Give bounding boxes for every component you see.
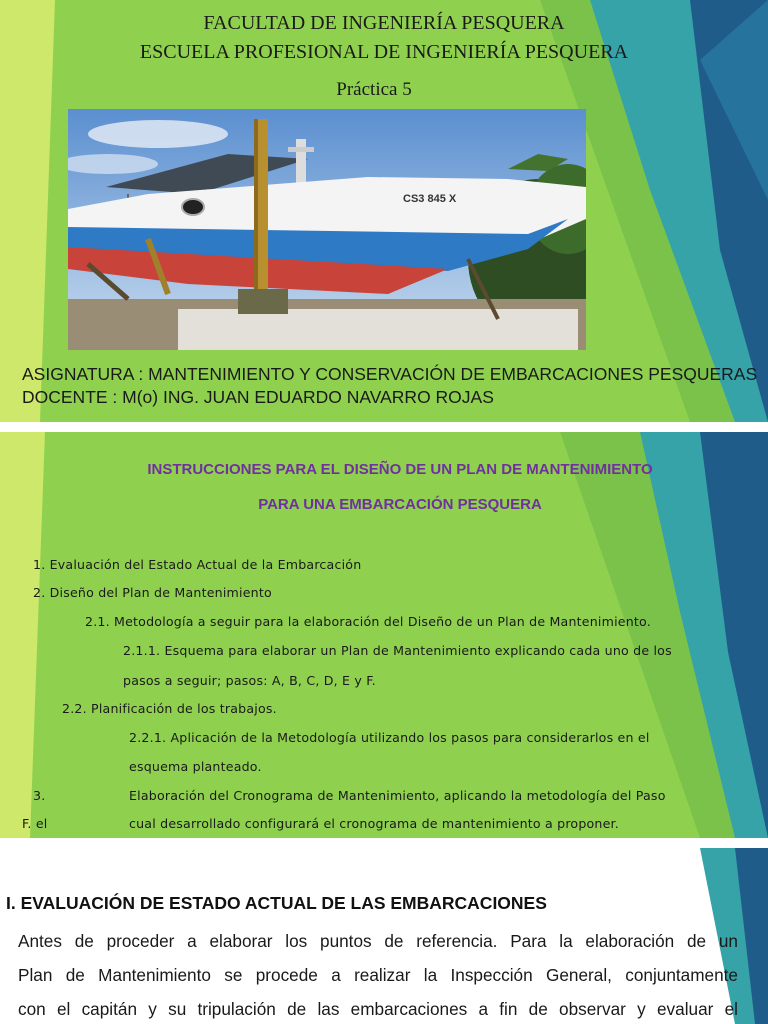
list-item: 2.2.1. Aplicación de la Metodología utilizando los pasos para considerarlos en el bbox=[129, 730, 650, 745]
paragraph-line: Plan de Mantenimiento se procede a realizar la Inspección General, conjuntamente bbox=[18, 965, 738, 985]
faculty-title: FACULTAD DE INGENIERÍA PESQUERA bbox=[203, 12, 565, 34]
boat-registration: CS3 845 X bbox=[403, 193, 457, 205]
list-item: 1. Evaluación del Estado Actual de la Embarcación bbox=[33, 557, 362, 572]
list-item: 2. Diseño del Plan de Mantenimiento bbox=[33, 585, 272, 600]
paragraph-line: con el capitán y su tripulación de las embarcaciones a fin de observar y evaluar el bbox=[18, 999, 738, 1019]
list-item: Elaboración del Cronograma de Mantenimiento, aplicando la metodología del Paso bbox=[129, 788, 666, 803]
list-item: 2.1.1. Esquema para elaborar un Plan de Mantenimiento explicando cada uno de los bbox=[123, 643, 672, 658]
list-item: F. el bbox=[22, 816, 48, 831]
instructions-heading-line1: INSTRUCCIONES PARA EL DISEÑO DE UN PLAN DE MANTENIMIENTO bbox=[147, 461, 653, 478]
list-item-number: 3. bbox=[33, 788, 46, 803]
paragraph-line: Antes de proceder a elaborar los puntos de referencia. Para la elaboración de un bbox=[18, 931, 738, 951]
school-title: ESCUELA PROFESIONAL DE INGENIERÍA PESQUERA bbox=[139, 41, 629, 63]
title-slide bbox=[0, 0, 768, 422]
list-item: 2.2. Planificación de los trabajos. bbox=[62, 701, 277, 716]
boat-photo bbox=[68, 109, 586, 350]
course-name: ASIGNATURA : MANTENIMIENTO Y CONSERVACIÓN DE EMBARCACIONES PESQUERAS bbox=[22, 364, 758, 384]
instructions-slide bbox=[0, 432, 768, 838]
list-item: esquema planteado. bbox=[129, 759, 262, 774]
teacher-name: DOCENTE : M(o) ING. JUAN EDUARDO NAVARRO ROJAS bbox=[22, 387, 494, 407]
instructions-heading-line2: PARA UNA EMBARCACIÓN PESQUERA bbox=[258, 496, 542, 513]
section-title: I. EVALUACIÓN DE ESTADO ACTUAL DE LAS EMBARCACIONES bbox=[6, 893, 547, 913]
practice-subtitle: Práctica 5 bbox=[336, 79, 412, 100]
slide2-decoration bbox=[0, 432, 768, 838]
list-item: pasos a seguir; pasos: A, B, C, D, E y F. bbox=[123, 673, 376, 688]
list-item: cual desarrollado configurará el cronograma de mantenimiento a proponer. bbox=[129, 816, 619, 831]
list-item: 2.1. Metodología a seguir para la elaboración del Diseño de un Plan de Mantenimiento. bbox=[85, 614, 651, 629]
